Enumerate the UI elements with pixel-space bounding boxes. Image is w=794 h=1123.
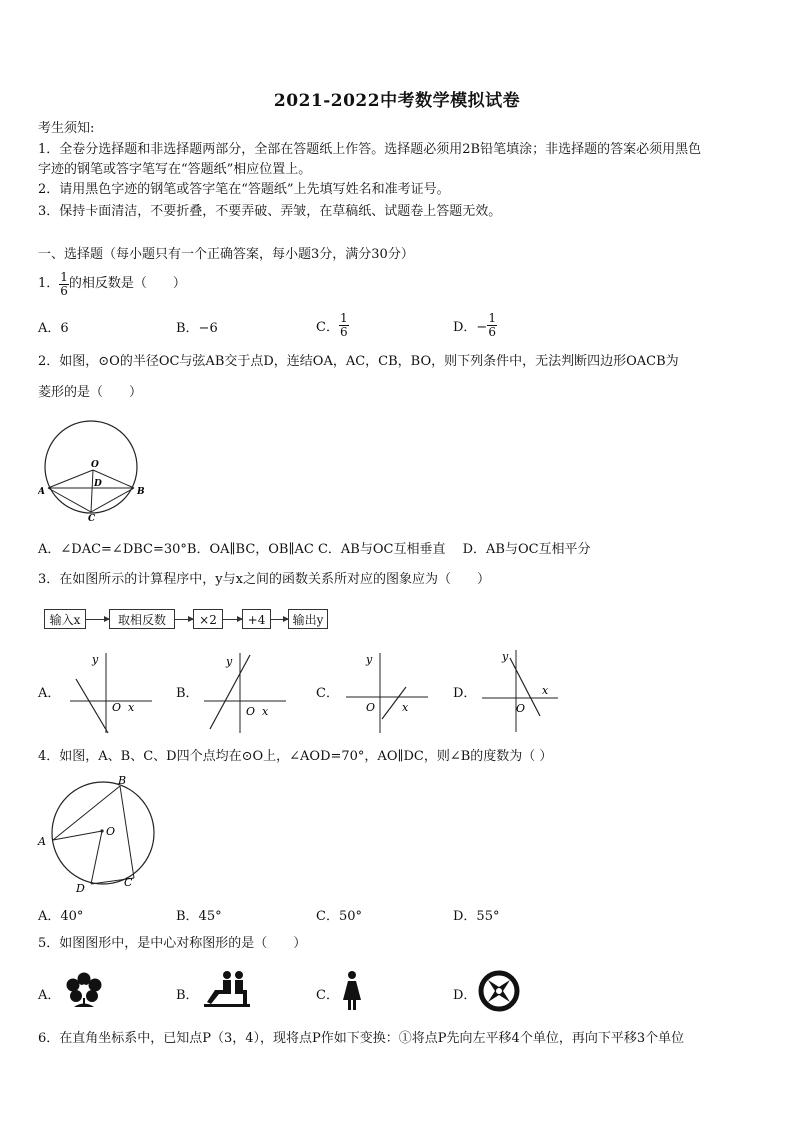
segment-ac (48, 488, 91, 512)
question-6-stem: 6．在直角坐标系中，已知点P（3，4），现将点P作如下变换：①将点P先向左平移4个单位，再向下平移3个单位 (38, 1031, 685, 1046)
radius-oa (53, 831, 102, 840)
option-a: A．6 (38, 321, 69, 336)
option-b: B．−6 (176, 321, 218, 336)
fraction (487, 312, 497, 339)
segment-cb (91, 488, 134, 512)
flow-arrow (223, 619, 242, 620)
label-a: A (38, 835, 46, 848)
flower-icon (64, 971, 104, 1011)
option-label: D．− (453, 319, 488, 335)
numerator: 1 (60, 269, 68, 284)
question-stem: 的相反数是（ ） (68, 276, 186, 291)
graph-option-b (200, 649, 290, 735)
graph-option-c (342, 649, 432, 735)
label-d: D (76, 882, 85, 894)
option-a: A．40° (38, 909, 84, 924)
flow-box-negate: 取相反数 (109, 609, 175, 629)
label-d: D (94, 479, 102, 489)
label-b: B (118, 774, 127, 787)
axis-label-x: x (262, 705, 269, 718)
axis-label-x: x (128, 701, 135, 714)
question-4-stem: 4．如图，A、B、C、D四个点均在⊙O上，∠AOD=70°，AO∥DC，则∠B的度数为（ ） (38, 749, 553, 764)
label-a: A (38, 487, 45, 497)
chord-bc (120, 786, 134, 878)
option-b: B． (176, 686, 199, 701)
graph-option-d (478, 646, 568, 734)
origin-label: O (516, 702, 526, 715)
denominator: 6 (339, 324, 348, 339)
notice-line: 字迹的钢笔或答字笔写在“答题纸”相应位置上。 (38, 162, 312, 177)
radius-od (91, 831, 102, 884)
page-title: 2021-2022中考数学模拟试卷 (273, 91, 521, 111)
denominator: 6 (60, 283, 68, 298)
option-b: B． (176, 988, 199, 1003)
flow-box-output: 输出y (288, 609, 328, 629)
label-b: B (137, 487, 145, 497)
radius-oc (91, 470, 93, 512)
question-3-stem: 3．在如图所示的计算程序中，y与x之间的函数关系所对应的图象应为（ ） (38, 572, 490, 587)
notice-line: 3．保持卡面清洁，不要折叠，不要弄破、弄皱，在草稿纸、试题卷上答题无效。 (38, 204, 502, 219)
axis-label-y: y (92, 653, 99, 666)
notice-line: 1．全卷分选择题和非选择题两部分，全部在答题纸上作答。选择题必须用2B铅笔填涂；非选择题的答案必须用黑色 (38, 142, 702, 157)
option-d (453, 307, 497, 343)
graph-option-a (66, 649, 156, 735)
flow-arrow (175, 619, 193, 620)
option-d: D． (453, 686, 477, 701)
label-c: C (88, 514, 96, 524)
function-line (76, 679, 108, 733)
axis-label-y: y (502, 650, 509, 663)
option-d: D．55° (453, 909, 500, 924)
flow-box-input: 输入x (44, 609, 86, 629)
denominator: 6 (488, 324, 496, 339)
option-c: C． (316, 686, 339, 701)
origin-label: O (246, 705, 256, 718)
label-c: C (124, 876, 133, 889)
question-2-options: A．∠DAC=∠DBC=30°B．OA∥BC，OB∥AC C．AB与OC互相垂直 D．AB与OC互相平分 (38, 542, 591, 557)
question-number: 1． (38, 276, 60, 291)
circle (52, 782, 154, 884)
numerator: 1 (339, 310, 348, 325)
flow-box-times2: ×2 (193, 609, 223, 629)
axis-label-x: x (402, 701, 409, 714)
question-2-line: 菱形的是（ ） (38, 385, 143, 400)
numerator: 1 (488, 310, 496, 325)
option-b: B．45° (176, 909, 222, 924)
option-c: C．50° (316, 909, 362, 924)
fraction (59, 271, 69, 298)
center-point (100, 829, 103, 832)
option-a: A． (38, 988, 61, 1003)
axis-label-y: y (366, 653, 373, 666)
question-1 (38, 266, 186, 302)
origin-label: O (366, 701, 376, 714)
flow-arrow (271, 619, 288, 620)
flow-box-plus4: +4 (242, 609, 271, 629)
segment-oa (48, 470, 93, 488)
option-a: A． (38, 686, 61, 701)
fraction (339, 312, 349, 339)
person-icon (342, 970, 362, 1012)
section-heading: 一、选择题（每小题只有一个正确答案，每小题3分，满分30分） (38, 247, 414, 262)
option-d: D． (453, 988, 477, 1003)
option-c: C． (316, 988, 339, 1003)
ring-cross-icon (478, 970, 520, 1012)
seated-people-icon (203, 970, 251, 1010)
question-5-stem: 5．如图图形中，是中心对称图形的是（ ） (38, 936, 307, 951)
flow-arrow (86, 619, 109, 620)
notice-line: 2．请用黑色字迹的钢笔或答字笔在“答题纸”上先填写姓名和准考证号。 (38, 182, 450, 197)
origin-label: O (112, 701, 122, 714)
circle-figure-q2 (38, 412, 148, 524)
option-c (316, 307, 349, 343)
axis-label-x: x (542, 684, 549, 697)
option-label: C． (316, 319, 339, 335)
label-o: O (106, 825, 116, 838)
axis-label-y: y (226, 655, 233, 668)
circle-figure-q4 (36, 772, 164, 894)
label-o: O (91, 460, 99, 470)
question-2-line: 2．如图，⊙O的半径OC与弦AB交于点D，连结OA，AC，CB，BO，则下列条件中，无法判断四边形OACB为 (38, 354, 679, 369)
notice-heading: 考生须知: (38, 121, 95, 136)
